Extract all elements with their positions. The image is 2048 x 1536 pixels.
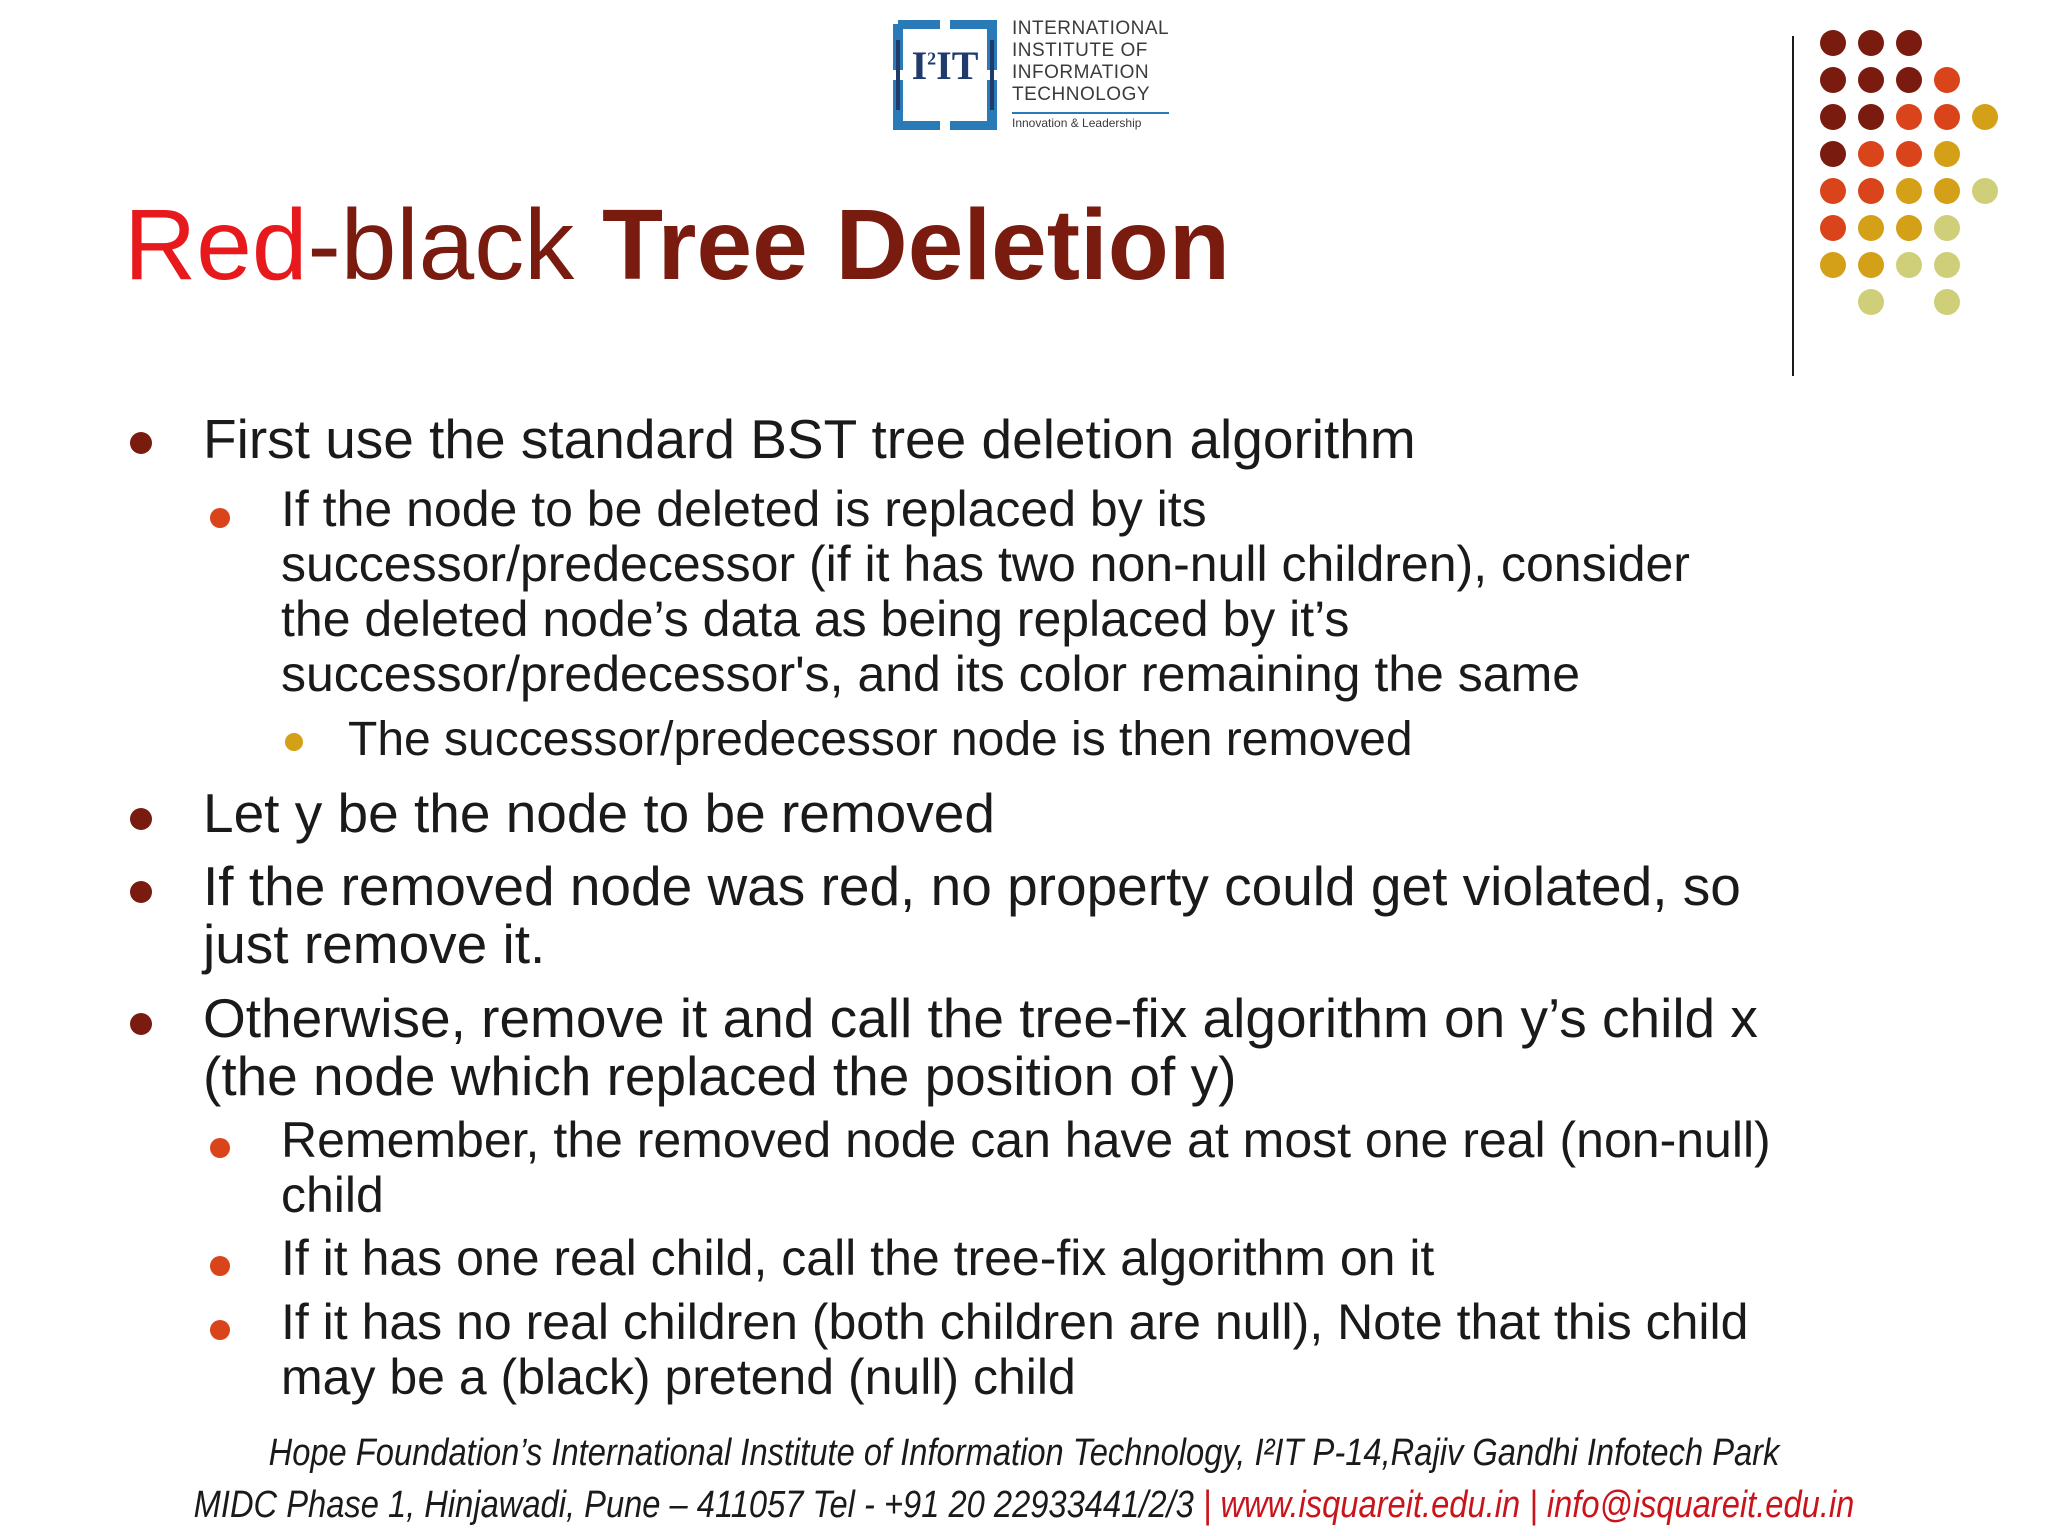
sub-bullet-item xyxy=(281,1231,1434,1286)
title-bold-part: Tree Deletion xyxy=(601,189,1230,301)
sub-bullet-item xyxy=(281,1295,1748,1405)
bullet-dot xyxy=(130,881,152,903)
decorative-dot xyxy=(1896,30,1922,56)
bullet-text-line: Otherwise, remove it and call the tree-fix algorithm on y’s child x xyxy=(203,987,1758,1049)
bullet-dot xyxy=(285,733,303,751)
bullet-dot xyxy=(210,1256,230,1276)
decorative-dot xyxy=(1858,67,1884,93)
decorative-dot xyxy=(1896,215,1922,241)
decorative-dot xyxy=(1934,178,1960,204)
bullet-text-line: If the node to be deleted is replaced by its xyxy=(281,481,1207,537)
divider-line xyxy=(1792,36,1794,376)
decorative-dot xyxy=(1896,104,1922,130)
sub-bullet-item xyxy=(281,1113,1771,1223)
bullet-text-line: just remove it. xyxy=(203,913,546,975)
bullet-item xyxy=(203,857,1741,973)
slide-title xyxy=(124,190,1230,300)
decorative-dot xyxy=(1820,178,1846,204)
bullet-dot xyxy=(210,1138,230,1158)
bullet-text: Let y be the node to be removed xyxy=(203,782,995,844)
decorative-dot xyxy=(1934,289,1960,315)
bullet-text-line: child xyxy=(281,1167,384,1223)
logo-line: INTERNATIONAL xyxy=(1012,18,1170,39)
decorative-dot xyxy=(1934,141,1960,167)
logo-line: INFORMATION xyxy=(1012,62,1150,83)
decorative-dot xyxy=(1858,30,1884,56)
bullet-item xyxy=(203,989,1758,1105)
bullet-dot xyxy=(130,808,152,830)
bullet-text: If it has one real child, call the tree-fix algorithm on it xyxy=(281,1230,1435,1286)
footer-email-link[interactable]: info@isquareit.edu.in xyxy=(1537,1484,1855,1526)
title-red-part: Red xyxy=(124,189,308,301)
institute-logo xyxy=(890,14,1180,136)
bullet-text-line: (the node which replaced the position of y) xyxy=(203,1045,1237,1107)
bullet-text: The successor/predecessor node is then removed xyxy=(348,713,1413,766)
decorative-dot xyxy=(1858,252,1884,278)
decorative-dot xyxy=(1858,178,1884,204)
bullet-dot xyxy=(130,432,152,454)
bullet-item xyxy=(203,410,1416,468)
logo-line: INSTITUTE OF xyxy=(1012,40,1148,61)
decorative-dot xyxy=(1896,141,1922,167)
bullet-text-line: Remember, the removed node can have at most one real (non-null) xyxy=(281,1112,1771,1168)
footer-line-1 xyxy=(143,1432,1904,1475)
decorative-dot xyxy=(1972,104,1998,130)
footer-website-link[interactable]: www.isquareit.edu.in xyxy=(1211,1484,1530,1526)
bullet-text-line: successor/predecessor (if it has two non-null children), consider xyxy=(281,536,1690,592)
bullet-text-line: may be a (black) pretend (null) child xyxy=(281,1349,1076,1405)
decorative-dot xyxy=(1820,215,1846,241)
decorative-dot xyxy=(1934,104,1960,130)
decorative-dots xyxy=(1820,30,2030,330)
logo-line: TECHNOLOGY xyxy=(1012,84,1151,105)
logo-abbreviation: $I^2IT$ xyxy=(911,43,979,88)
decorative-dot xyxy=(1820,252,1846,278)
bullet-text-line: If the removed node was red, no property could get violated, so xyxy=(203,855,1741,917)
bullet-dot xyxy=(210,1320,230,1340)
bullet-text-line: the deleted node’s data as being replaced by it’s xyxy=(281,591,1350,647)
decorative-dot xyxy=(1820,67,1846,93)
decorative-dot xyxy=(1820,104,1846,130)
bullet-item xyxy=(203,784,995,842)
sub-sub-bullet-item xyxy=(348,713,1413,767)
logo-tagline: Innovation & Leadership xyxy=(1012,112,1169,130)
footer-separator: | xyxy=(1202,1484,1212,1526)
decorative-dot xyxy=(1934,215,1960,241)
logo-text xyxy=(1012,18,1169,130)
decorative-dot xyxy=(1820,30,1846,56)
footer-address: Hope Foundation’s International Institute of Information Technology, I²IT P-14,Rajiv Gandhi Infotech Park xyxy=(268,1432,1780,1474)
decorative-dot xyxy=(1820,141,1846,167)
title-dark-part: -black xyxy=(307,189,602,301)
decorative-dot xyxy=(1858,104,1884,130)
bullet-text-line: If it has no real children (both children are null), Note that this child xyxy=(281,1294,1749,1350)
footer-line-2 xyxy=(143,1484,1904,1527)
footer-contact: MIDC Phase 1, Hinjawadi, Pune – 411057 Tel - +91 20 22933441/2/3 xyxy=(193,1484,1203,1526)
bullet-dot xyxy=(210,508,230,528)
sub-bullet-item xyxy=(281,482,1690,702)
decorative-dot xyxy=(1896,67,1922,93)
decorative-dot xyxy=(1896,178,1922,204)
decorative-dot xyxy=(1858,141,1884,167)
bullet-text-line: successor/predecessor's, and its color remaining the same xyxy=(281,646,1581,702)
decorative-dot xyxy=(1972,178,1998,204)
decorative-dot xyxy=(1934,252,1960,278)
bullet-dot xyxy=(130,1013,152,1035)
decorative-dot xyxy=(1934,67,1960,93)
footer-separator: | xyxy=(1529,1484,1538,1526)
bullet-text: First use the standard BST tree deletion algorithm xyxy=(203,408,1416,470)
decorative-dot xyxy=(1858,289,1884,315)
decorative-dot xyxy=(1858,215,1884,241)
decorative-dot xyxy=(1896,252,1922,278)
